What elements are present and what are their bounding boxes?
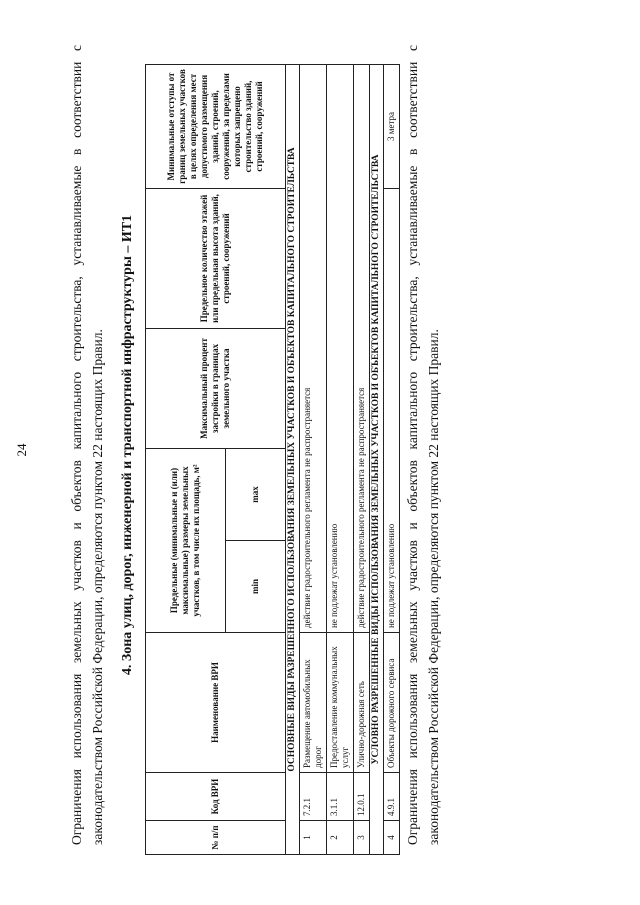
restrictions-paragraph-bottom: Ограничения использования земельных участков и объектов капитального строительства, устанавливаемые в соответствии с законодательством Российской Федерации, определяются пунктом 22 настоящих Правил. [405, 45, 441, 845]
section-conditional: УСЛОВНО РАЗРЕШЕННЫЕ ВИДЫ ИСПОЛЬЗОВАНИЯ ЗЕМЕЛЬНЫХ УЧАСТКОВ И ОБЪЕКТОВ КАПИТАЛЬНОГО СТРОИТЕЛЬСТВА [370, 64, 384, 854]
section-main-row [286, 64, 300, 854]
row-code: 3.1.1 [327, 773, 354, 821]
table-row [327, 64, 354, 854]
table-row [384, 64, 400, 854]
row-num: 4 [384, 821, 400, 855]
row-code: 7.2.1 [300, 773, 327, 821]
table-row [300, 64, 327, 854]
header-name: Наименование ВРИ [146, 633, 286, 773]
row-value: действие градостроительного регламента не распространяется [354, 64, 370, 632]
header-floors: Предельное количество этажей или предельная высота зданий, строений, сооружений [146, 188, 286, 328]
row-setback: 3 метра [384, 64, 400, 188]
row-name: Предоставление коммунальных услуг [327, 633, 354, 773]
header-num: № п/п [146, 821, 286, 855]
row-value: не подлежат установлению [384, 188, 400, 632]
row-name: Улично-дорожная сеть [354, 633, 370, 773]
row-name: Объекты дорожного сервиса [384, 633, 400, 773]
header-max: max [226, 448, 286, 540]
header-setback: Минимальные отступы от границ земельных участков в целях определения мест допустимого размещения зданий, строений, сооружений, за пределами которых запрещено строительство зданий, строений, сооружений [146, 64, 286, 188]
restrictions-paragraph-top: Ограничения использования земельных участков и объектов капитального строительства, устанавливаемые в соответствии с законодательством Российской Федерации, определяются пунктом 22 настоящих Правил. [69, 45, 105, 845]
row-code: 4.9.1 [384, 773, 400, 821]
header-code: Код ВРИ [146, 773, 286, 821]
table-row [354, 64, 370, 854]
row-value: действие градостроительного регламента не распространяется [300, 64, 327, 632]
zone-title: 4. Зона улиц, дорог, инженерной и транспортной инфраструктуры – ИТ1 [120, 214, 135, 676]
section-conditional-row [370, 64, 384, 854]
row-num: 2 [327, 821, 354, 855]
regulations-table [145, 64, 400, 855]
row-code: 12.0.1 [354, 773, 370, 821]
page-number: 24 [14, 443, 29, 457]
section-main: ОСНОВНЫЕ ВИДЫ РАЗРЕШЕННОГО ИСПОЛЬЗОВАНИЯ ЗЕМЕЛЬНЫХ УЧАСТКОВ И ОБЪЕКТОВ КАПИТАЛЬНОГО СТРОИТЕЛЬСТВА [286, 64, 300, 854]
row-value: не подлежат установлению [327, 64, 354, 632]
row-name: Размещение автомобильных дорог [300, 633, 327, 773]
header-size: Предельные (минимальные и (или) максимальные) размеры земельных участков, в том числе их площадь, м² [146, 448, 226, 632]
row-num: 1 [300, 821, 327, 855]
row-num: 3 [354, 821, 370, 855]
header-percent: Максимальный процент застройки в границах земельного участка [146, 328, 286, 448]
header-min: min [226, 541, 286, 633]
